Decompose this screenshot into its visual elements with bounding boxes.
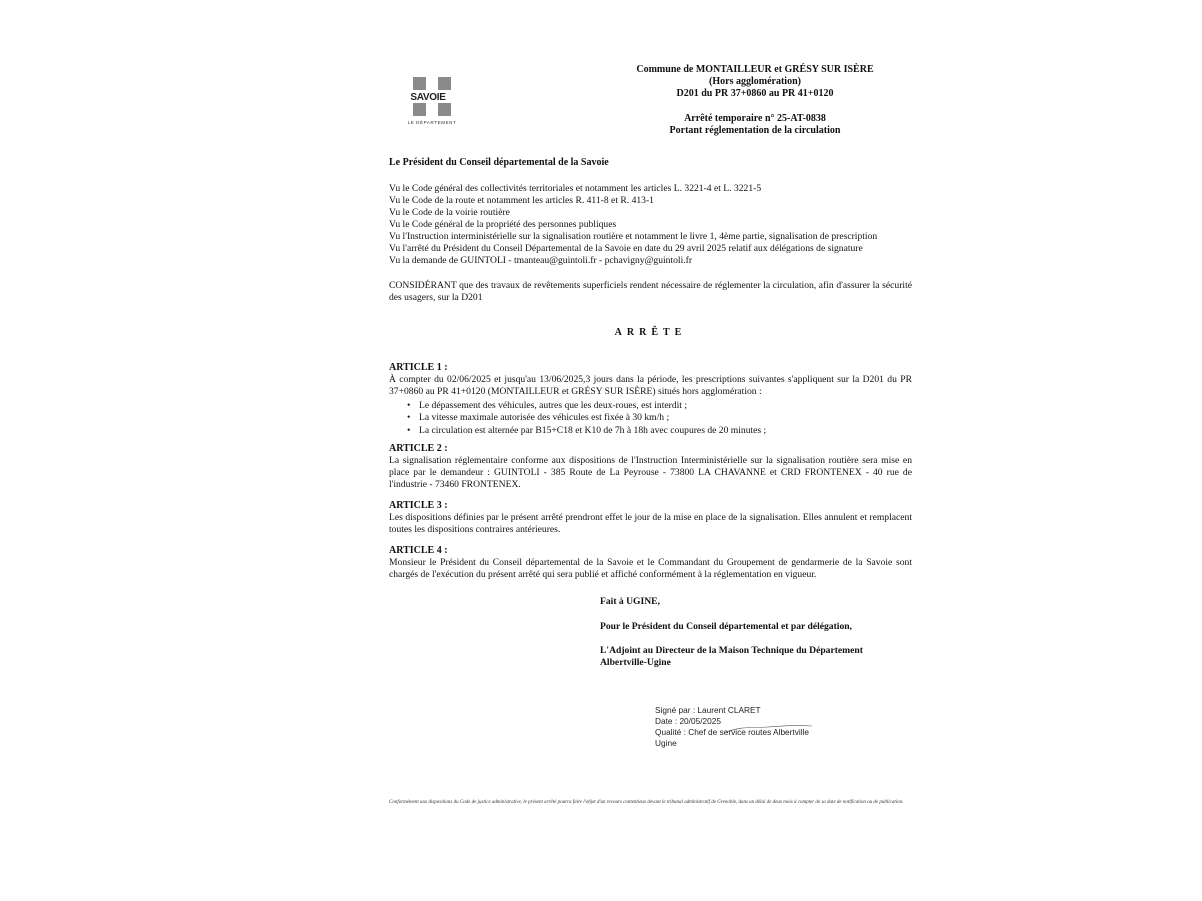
article-1-prescriptions bbox=[389, 400, 912, 437]
vu-line: Vu le Code général de la propriété des personnes publiques bbox=[389, 219, 617, 230]
logo-name: SAVOIE bbox=[410, 92, 446, 103]
vu-line: Vu l'arrêté du Président du Conseil Départemental de la Savoie en date du 29 avril 2025 relatif aux délégations de signature bbox=[389, 243, 863, 254]
prescription-item: • La circulation est alternée par B15+C18 et K10 de 7h à 18h avec coupures de 20 minutes ; bbox=[409, 425, 912, 437]
article-3-text: Les dispositions définies par le présent arrêté prendront effet le jour de la mise en place de la signalisation. Elles annulent et remplacent toutes les dispositions contraires antérieures. bbox=[389, 512, 912, 536]
legal-footnote: Conformément aux dispositions du Code de justice administrative, le présent arrêté pourra faire l'objet d'un recours contentieux devant le tribunal administratif de Grenoble, dans un délai de deux mois à compter de sa date de notification ou de publication. bbox=[389, 800, 904, 805]
logo-square-icon bbox=[438, 77, 451, 90]
vu-line: Vu l'Instruction interministérielle sur la signalisation routière et notamment le livre 1, 4ème partie, signalisation de prescription bbox=[389, 231, 878, 242]
fait-a: Fait à UGINE, bbox=[600, 596, 660, 607]
signatory-quality: Qualité : Chef de service routes Albertville bbox=[655, 727, 810, 737]
prescription-item: • Le dépassement des véhicules, autres que les deux-roues, est interdit ; bbox=[409, 400, 912, 412]
logo-tagline: LE DÉPARTEMENT bbox=[407, 120, 457, 125]
arrete-heading: ARRÊTE bbox=[614, 327, 687, 338]
article-3-title: ARTICLE 3 : bbox=[389, 500, 448, 511]
signatory-role: L'Adjoint au Directeur de la Maison Technique du Département bbox=[600, 645, 863, 656]
article-4-title: ARTICLE 4 : bbox=[389, 545, 448, 556]
delegation-line: Pour le Président du Conseil départemental et par délégation, bbox=[600, 621, 852, 632]
signature-date: Date : 20/05/2025 bbox=[655, 716, 721, 726]
signatory-role-location: Albertville-Ugine bbox=[600, 657, 671, 668]
header-commune: Commune de MONTAILLEUR et GRÉSY SUR ISÈRE bbox=[636, 64, 874, 75]
signatory-quality-cont: Ugine bbox=[655, 738, 677, 748]
logo-square-icon bbox=[413, 77, 426, 90]
article-1-title: ARTICLE 1 : bbox=[389, 362, 448, 373]
header-agglomeration: (Hors agglomération) bbox=[709, 76, 801, 87]
arrete-subject: Portant réglementation de la circulation bbox=[669, 125, 841, 136]
header-road-section: D201 du PR 37+0860 au PR 41+0120 bbox=[676, 88, 834, 99]
arrete-number: Arrêté temporaire n° 25-AT-0838 bbox=[684, 113, 826, 124]
vu-line: Vu le Code de la route et notamment les articles R. 411-8 et R. 413-1 bbox=[389, 195, 654, 206]
article-1-text: À compter du 02/06/2025 et jusqu'au 13/06/2025,3 jours dans la période, les prescriptions suivantes s'appliquent sur la D201 du PR 37+0860 au PR 41+0120 (MONTAILLEUR et GRÉSY SUR ISÈRE) situés hors agglomération : bbox=[389, 374, 912, 398]
president-title: Le Président du Conseil départemental de la Savoie bbox=[389, 157, 609, 168]
vu-line: Vu le Code de la voirie routière bbox=[389, 207, 510, 218]
signed-by: Signé par : Laurent CLARET bbox=[655, 705, 761, 715]
logo-square-icon bbox=[438, 103, 451, 116]
prescription-item: • La vitesse maximale autorisée des véhicules est fixée à 30 km/h ; bbox=[409, 412, 912, 424]
considerant-paragraph: CONSIDÉRANT que des travaux de revêtements superficiels rendent nécessaire de réglementer la circulation, afin d'assurer la sécurité des usagers, sur la D201 bbox=[389, 280, 912, 304]
article-2-text: La signalisation réglementaire conforme aux dispositions de l'Instruction Interministérielle sur la signalisation routière sera mise en place par le demandeur : GUINTOLI - 385 Route de La Peyrouse - 73800 LA CHAVANNE et CRD FRONTENEX - 40 rue de l'industrie - 73460 FRONTENEX. bbox=[389, 455, 912, 491]
article-4-text: Monsieur le Président du Conseil départemental de la Savoie et le Commandant du Groupement de gendarmerie de la Savoie sont chargés de l'exécution du présent arrêté qui sera publié et affiché conformément à la réglementation en vigueur. bbox=[389, 557, 912, 581]
handwritten-signature-icon bbox=[724, 724, 814, 736]
logo-square-icon bbox=[413, 103, 426, 116]
vu-line: Vu le Code général des collectivités territoriales et notamment les articles L. 3221-4 et L. 3221-5 bbox=[389, 183, 762, 194]
article-2-title: ARTICLE 2 : bbox=[389, 443, 448, 454]
savoie-logo bbox=[400, 74, 466, 130]
vu-line: Vu la demande de GUINTOLI - tmanteau@guintoli.fr - pchavigny@guintoli.fr bbox=[389, 255, 693, 266]
